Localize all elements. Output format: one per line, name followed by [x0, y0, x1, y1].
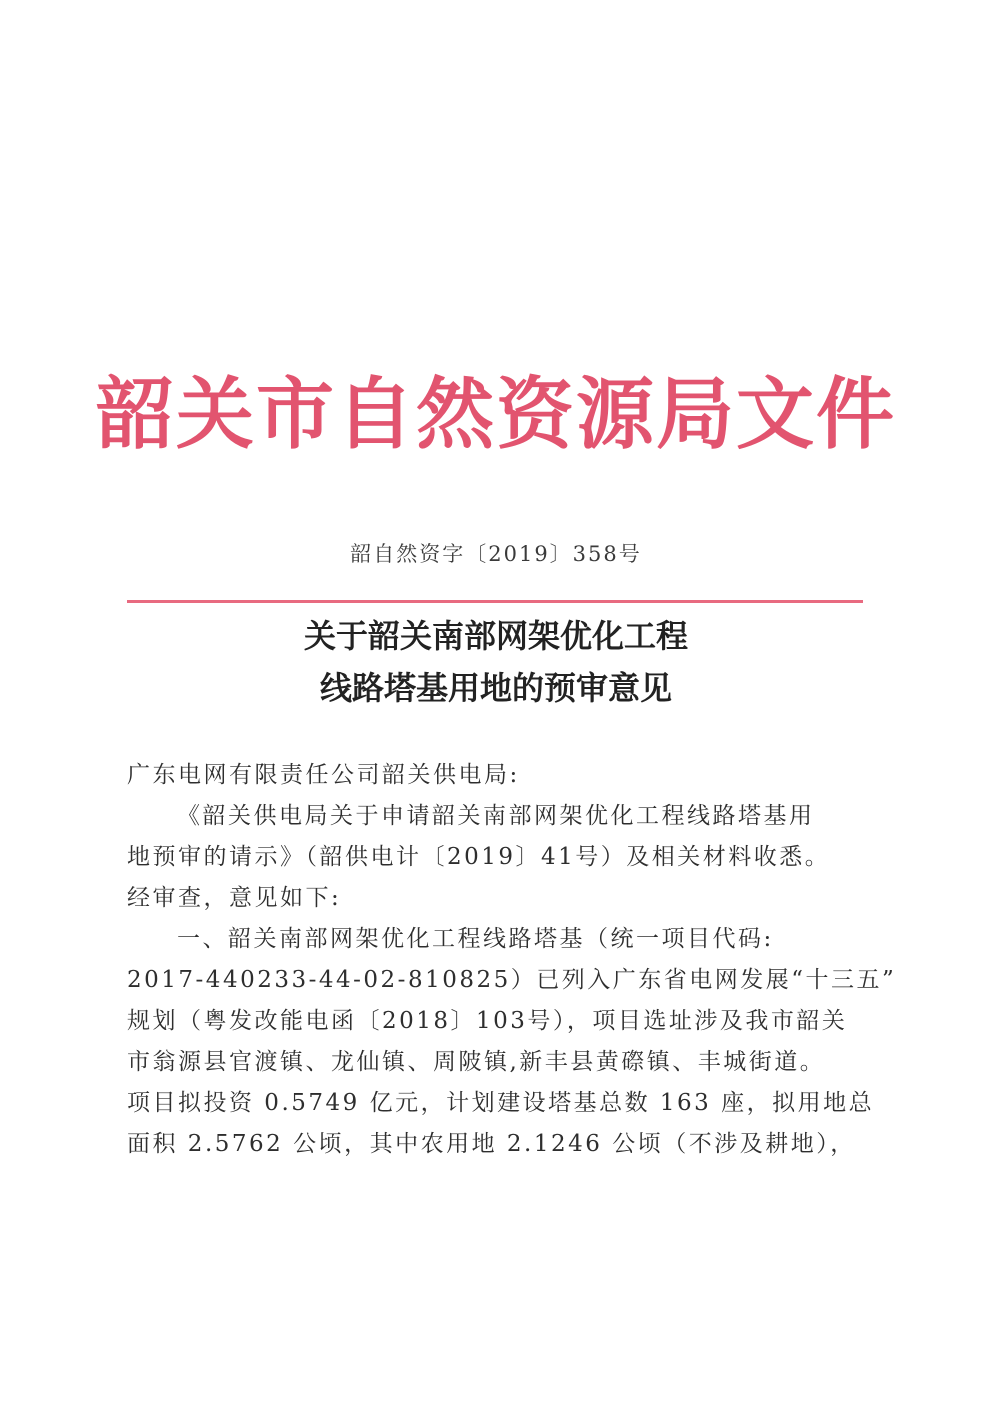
body-line: 规划（粤发改能电函〔2018〕103号），项目选址涉及我市韶关 [127, 1008, 848, 1034]
letterhead-title: 韶关市自然资源局文件 [95, 370, 896, 460]
document-number: 韶自然资字〔2019〕358号 [350, 542, 642, 566]
body-line: 《韶关供电局关于申请韶关南部网架优化工程线路塔基用 [177, 803, 815, 829]
body-line: 地预审的请示》（韶供电计〔2019〕41号）及相关材料收悉。 [127, 844, 831, 870]
body-line: 项目拟投资 0.5749 亿元，计划建设塔基总数 163 座，拟用地总 [127, 1090, 875, 1116]
body-line: 经审查，意见如下: [127, 885, 342, 911]
addressee: 广东电网有限责任公司韶关供电局: [127, 762, 520, 788]
document-body [127, 755, 897, 1165]
body-line: 2017-440233-44-02-810825）已列入广东省电网发展“十三五” [127, 967, 897, 993]
document-title [0, 610, 992, 714]
title-line-2: 线路塔基用地的预审意见 [319, 669, 672, 707]
body-line: 面积 2.5762 公顷，其中农用地 2.1246 公顷（不涉及耕地）， [127, 1131, 856, 1157]
title-line-1: 关于韶关南部网架优化工程 [303, 617, 688, 655]
body-line: 市翁源县官渡镇、龙仙镇、周陂镇,新丰县黄磜镇、丰城街道。 [127, 1049, 826, 1075]
body-line: 一、韶关南部网架优化工程线路塔基（统一项目代码: [177, 926, 774, 952]
red-divider-line [127, 600, 863, 603]
